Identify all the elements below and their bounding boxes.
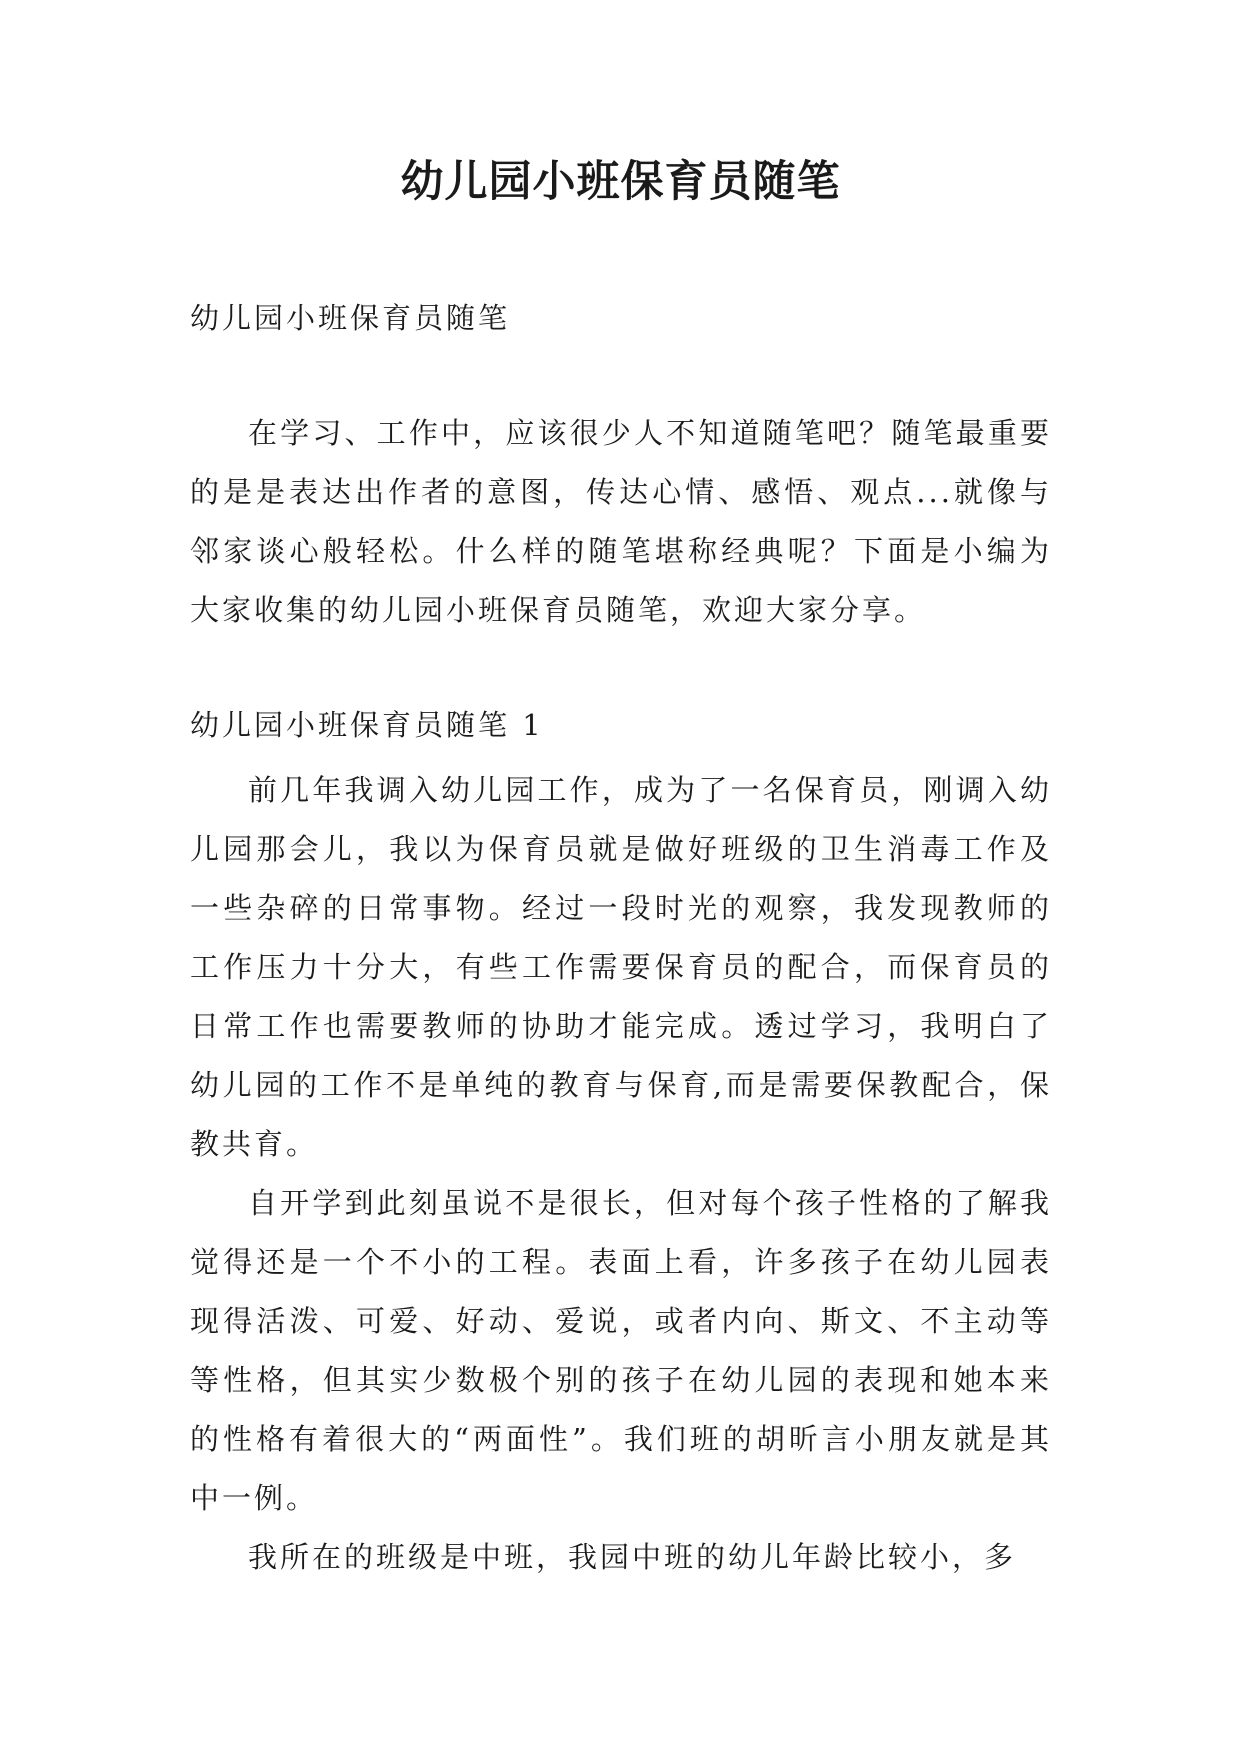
body-paragraph-2: 自开学到此刻虽说不是很长，但对每个孩子性格的了解我觉得还是一个不小的工程。表面上看，许多孩子在幼儿园表现得活泼、可爱、好动、爱说，或者内向、斯文、不主动等等性格，但其实少数极个别的孩子在幼儿园的表现和她本来的性格有着很大的“两面性”。我们班的胡昕言小朋友就是其中一例。 — [190, 1186, 1052, 1515]
document-title: 幼儿园小班保育员随笔 — [400, 157, 841, 207]
intro-paragraph: 在学习、工作中，应该很少人不知道随笔吧？随笔最重要的是是表达出作者的意图，传达心情、感悟、观点...就像与邻家谈心般轻松。什么样的随笔堪称经典呢？下面是小编为大家收集的幼儿园小班保育员随笔，欢迎大家分享。 — [190, 416, 1052, 627]
document-subtitle: 幼儿园小班保育员随笔 — [190, 301, 511, 335]
intro-block — [190, 404, 1052, 640]
body-paragraph-3: 我所在的班级是中班，我园中班的幼儿年龄比较小，多 — [248, 1540, 1017, 1574]
body-paragraph-1: 前几年我调入幼儿园工作，成为了一名保育员，刚调入幼儿园那会儿，我以为保育员就是做好班级的卫生消毒工作及一些杂碎的日常事物。经过一段时光的观察，我发现教师的工作压力十分大，有些工作需要保育员的配合，而保育员的日常工作也需要教师的协助才能完成。透过学习，我明白了幼儿园的工作不是单纯的教育与保育,而是需要保教配合，保教共育。 — [190, 773, 1052, 1161]
section-1 — [190, 696, 1052, 1587]
section-heading: 幼儿园小班保育员随笔 1 — [190, 708, 544, 742]
